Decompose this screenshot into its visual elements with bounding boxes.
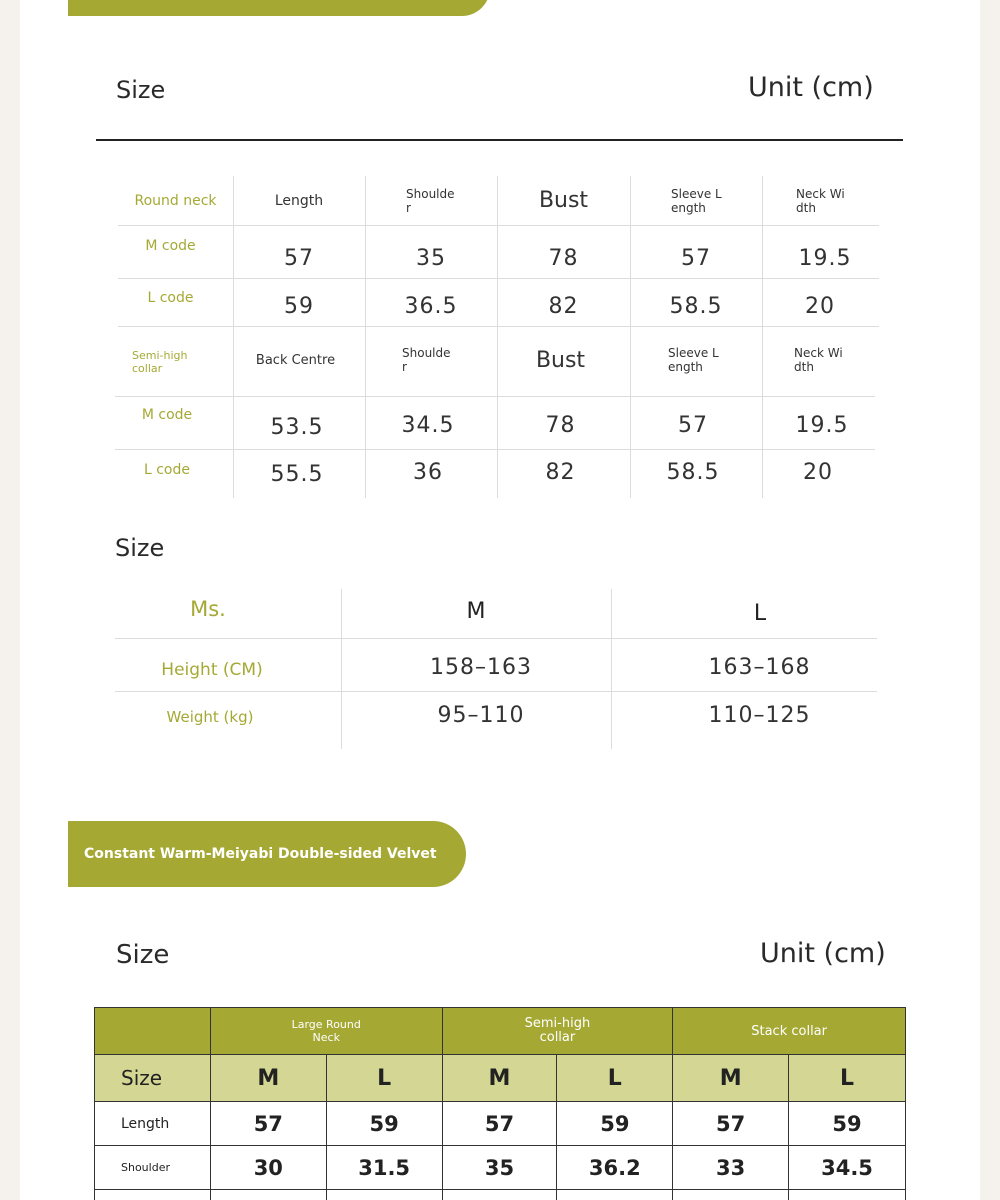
header-neck-width: Neck Wi dth	[796, 186, 845, 215]
table-cell: 30	[210, 1146, 326, 1190]
row-label-weight: Weight (kg)	[166, 708, 254, 726]
table-cell: 158–163	[430, 654, 532, 680]
table-cell: 34.5	[789, 1146, 906, 1190]
group-semi-high-collar: Semi-high collar	[442, 1008, 673, 1055]
table-cell: 35	[416, 245, 446, 271]
table-cell: 36.5	[404, 293, 458, 319]
size-recommendation-table	[20, 0, 980, 760]
table-cell: 20	[805, 293, 835, 319]
semi-high-title: Semi-high collar	[132, 348, 188, 375]
size-col: M	[210, 1055, 326, 1102]
section2-size-title: Size	[115, 534, 165, 562]
section1-unit-label: Unit (cm)	[748, 72, 874, 103]
table-cell: 95–110	[437, 702, 525, 728]
header-l: L	[753, 600, 767, 626]
table-cell: 20	[803, 459, 833, 485]
table-cell: 58.5	[666, 459, 720, 485]
table-cell: 59	[284, 293, 314, 319]
table-cell: 58.5	[669, 293, 723, 319]
size-header: Size	[95, 1055, 211, 1102]
size-col: M	[442, 1055, 557, 1102]
header-m: M	[466, 598, 486, 624]
corner-cell	[95, 1008, 211, 1055]
header-bust: Bust	[538, 188, 589, 213]
table-cell: 57	[681, 245, 711, 271]
header-length: Length	[274, 192, 324, 209]
table-row	[95, 1146, 906, 1190]
table-cell: 36	[413, 459, 443, 485]
size-col: L	[326, 1055, 442, 1102]
size-col: L	[789, 1055, 906, 1102]
table-cell: 55.5	[270, 461, 324, 487]
header-bust: Bust	[535, 347, 586, 373]
table-cell: 57	[284, 245, 314, 271]
size-col: M	[673, 1055, 789, 1102]
table-cell: 78	[545, 412, 576, 438]
table-cell: 57	[673, 1102, 789, 1146]
size-col: L	[557, 1055, 673, 1102]
table-cell: 31.5	[326, 1146, 442, 1190]
table-cell: 59	[326, 1102, 442, 1146]
table-cell: 57	[442, 1102, 557, 1146]
product-banner: Constant Warm-Meiyabi Double-sided Velvet	[68, 821, 466, 887]
table-cell: 78	[548, 245, 579, 271]
section1-size-title: Size	[116, 76, 166, 104]
header-ms: Ms.	[190, 597, 226, 621]
row-label-length: Length	[95, 1102, 211, 1146]
header-shoulder: Shoulde r	[406, 186, 455, 215]
group-large-round-neck: Large Round Neck	[210, 1008, 442, 1055]
row-label-l: L code	[143, 462, 190, 478]
table-cell: 163–168	[708, 654, 811, 680]
table-cell: 57	[210, 1102, 326, 1146]
table-cell: 59	[789, 1102, 906, 1146]
size-comparison-table	[94, 1007, 906, 1200]
table-row	[95, 1190, 906, 1200]
header-shoulder: Shoulde r	[402, 346, 451, 374]
row-label-m: M code	[145, 238, 196, 254]
table-cell: 19.5	[795, 412, 849, 438]
row-label-height: Height (CM)	[161, 660, 263, 680]
section3-size-title: Size	[116, 940, 170, 970]
header-neck-width: Neck Wi dth	[794, 346, 843, 374]
table-cell: 110–125	[708, 702, 811, 728]
table-cell: 59	[557, 1102, 673, 1146]
table-cell: 82	[548, 293, 579, 319]
header-sleeve-length: Sleeve L ength	[671, 186, 722, 215]
section3-unit-label: Unit (cm)	[760, 938, 886, 969]
table-cell: 19.5	[798, 245, 852, 271]
table-cell: 82	[545, 459, 576, 485]
row-label-m: M code	[141, 407, 193, 423]
row-label-shoulder: Shoulder	[95, 1146, 211, 1190]
table-cell: 33	[673, 1146, 789, 1190]
header-sleeve-length: Sleeve L ength	[668, 346, 719, 374]
size-chart-page	[20, 0, 980, 1200]
table-cell: 57	[678, 412, 708, 438]
table-row	[95, 1102, 906, 1146]
table-cell: 35	[442, 1146, 557, 1190]
round-neck-title: Round neck	[134, 192, 217, 209]
table-cell: 36.2	[557, 1146, 673, 1190]
row-label-l: L code	[147, 289, 194, 306]
table-cell: 53.5	[270, 414, 324, 440]
header-back-centre: Back Centre	[255, 352, 336, 368]
group-stack-collar: Stack collar	[673, 1008, 906, 1055]
table-cell: 34.5	[401, 412, 455, 438]
